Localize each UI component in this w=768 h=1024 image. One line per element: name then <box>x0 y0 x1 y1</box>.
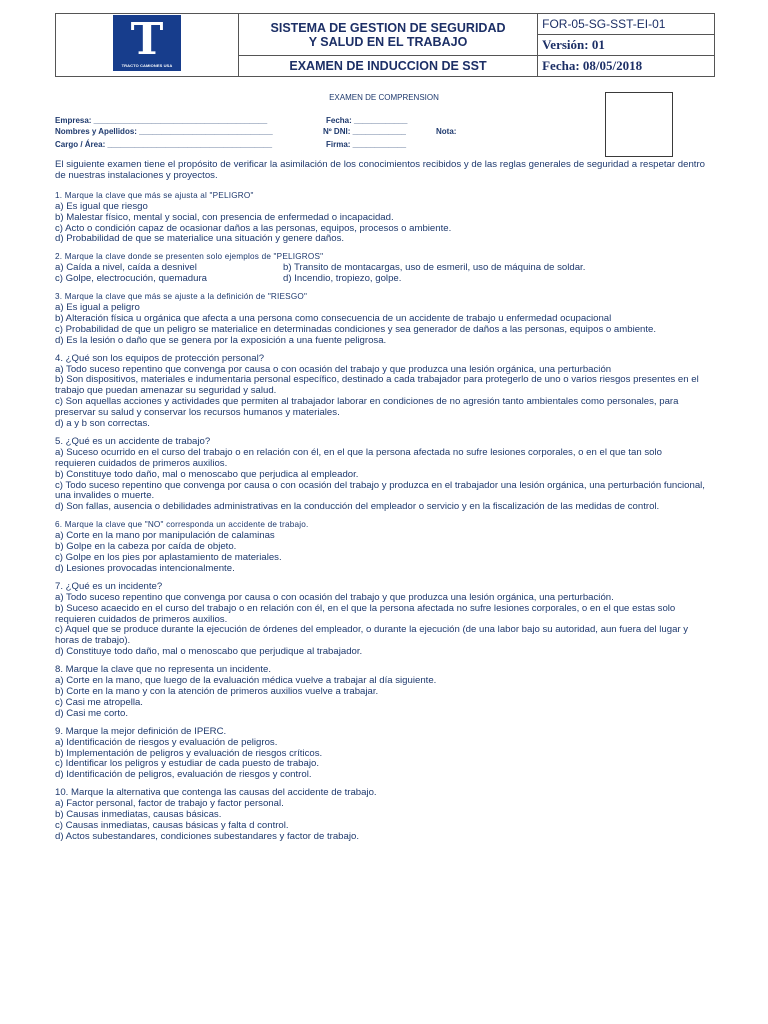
question-text: 5. ¿Qué es un accidente de trabajo? <box>55 435 211 447</box>
option-b[interactable]: b) Son dispositivos, materiales e indumentaria personal específico, destinado a cada trabajador para protegerlo de uno o varios riesgos presentes en el trabajo que puedan amenazar su seguridad y salud. <box>55 374 699 397</box>
option-d[interactable]: d) Actos subestandares, condiciones subestandares y factor de trabajo. <box>55 830 359 842</box>
option-b[interactable]: b) Transito de montacargas, uso de esmeril, uso de máquina de soldar. <box>283 262 586 274</box>
question-text: 7. ¿Qué es un incidente? <box>55 580 163 592</box>
options-row <box>55 274 705 285</box>
document-date: Fecha: 08/05/2018 <box>538 56 715 77</box>
fecha-field[interactable]: Fecha: ____________ <box>326 116 408 125</box>
document-header <box>55 13 715 77</box>
option-a[interactable]: a) Identificación de riesgos y evaluación de peligros. <box>55 736 278 748</box>
document-version: Versión: 01 <box>538 35 715 56</box>
option-c[interactable]: c) Casi me atropella. <box>55 696 143 708</box>
exam-content <box>55 160 705 843</box>
question-text: 9. Marque la mejor definición de IPERC. <box>55 725 227 737</box>
question-3 <box>55 292 705 347</box>
question-5 <box>55 437 705 513</box>
question-9 <box>55 727 705 782</box>
option-d[interactable]: d) Es la lesión o daño que se genera por la exposición a una fuente peligrosa. <box>55 334 387 346</box>
logo-subtext: TRACTO CAMIONES USA <box>121 62 173 68</box>
empresa-field[interactable]: Empresa: _______________________________________ <box>55 116 268 125</box>
option-c[interactable]: c) Todo suceso repentino que convenga por causa o con ocasión del trabajo y produzca en el trabajador una lesión orgánica, una perturbación funcional, una invalides o muerte. <box>55 479 705 502</box>
question-1 <box>55 191 705 246</box>
header-title <box>238 14 537 56</box>
document-code: FOR-05-SG-SST-EI-01 <box>538 14 715 35</box>
option-c[interactable]: c) Probabilidad de que un peligro se materialice en determinadas condiciones y sea generador de daños a las personas, equipos o ambiente. <box>55 323 657 335</box>
question-2 <box>55 252 705 285</box>
option-d[interactable]: d) Casi me corto. <box>55 707 129 719</box>
option-d[interactable]: d) Identificación de peligros, evaluación de riesgos y control. <box>55 769 312 781</box>
option-c[interactable]: c) Golpe en los pies por aplastamiento de materiales. <box>55 552 282 563</box>
option-a[interactable]: a) Es igual a peligro <box>55 301 140 313</box>
option-a[interactable]: a) Todo suceso repentino que convenga por causa o con ocasión del trabajo y que produzca una lesión orgánica, una perturbación <box>55 363 612 375</box>
option-b[interactable]: b) Causas inmediatas, causas básicas. <box>55 809 222 821</box>
option-b[interactable]: b) Corte en la mano y con la atención de primeros auxilios vuelve a trabajar. <box>55 685 379 697</box>
question-text: 6. Marque la clave que "NO" corresponda un accidente de trabajo. <box>55 520 309 530</box>
option-c[interactable]: c) Causas inmediatas, causas básicas y falta d control. <box>55 819 289 831</box>
question-4 <box>55 354 705 430</box>
option-b[interactable]: b) Implementación de peligros y evaluación de riesgos críticos. <box>55 747 323 759</box>
option-c[interactable]: c) Acto o condición capaz de ocasionar daños a las personas, equipos, procesos o ambiente. <box>55 222 452 234</box>
question-6 <box>55 520 705 575</box>
question-text: 8. Marque la clave que no representa un incidente. <box>55 664 271 676</box>
option-d[interactable]: d) a y b son correctas. <box>55 418 150 430</box>
question-8 <box>55 665 705 720</box>
cargo-field[interactable]: Cargo / Área: _____________________________________ <box>55 140 273 149</box>
header-title-line1: SISTEMA DE GESTION DE SEGURIDAD <box>270 20 506 35</box>
option-c[interactable]: c) Son aquellas acciones y actividades que permiten al trabajador laborar en condiciones de no agresión tanto ambientales como personales, para preservar su salud y conservar los recursos humanos y materiales. <box>55 396 679 419</box>
option-b[interactable]: b) Malestar físico, mental y social, con presencia de enfermedad o incapacidad. <box>55 211 394 223</box>
option-a[interactable]: a) Corte en la mano por manipulación de calaminas <box>55 530 275 542</box>
question-text: 3. Marque la clave que más se ajuste a la definición de "RIESGO" <box>55 292 308 302</box>
option-b[interactable]: b) Suceso acaecido en el curso del trabajo o en relación con él, en el que la persona afectada no sufre lesiones corporales, o en el que estas solo requieren cuidados de primeros auxilios. <box>55 602 676 625</box>
option-b[interactable]: b) Alteración física u orgánica que afecta a una persona como consecuencia de un accidente de trabajo u enfermedad ocupacional <box>55 312 612 324</box>
option-a[interactable]: a) Caída a nivel, caída a desnivel <box>55 262 197 274</box>
option-a[interactable]: a) Es igual que riesgo <box>55 200 148 212</box>
question-10 <box>55 788 705 843</box>
firma-field[interactable]: Firma: ____________ <box>326 140 407 149</box>
exam-title: EXAMEN DE COMPRENSION <box>329 93 439 102</box>
option-b[interactable]: b) Golpe en la cabeza por caída de objeto. <box>55 541 237 553</box>
logo-cell <box>56 14 239 77</box>
header-subtitle: EXAMEN DE INDUCCION DE SST <box>238 56 537 77</box>
option-a[interactable]: a) Suceso ocurrido en el curso del trabajo o en relación con él, en el que la persona afectada no sufre lesiones corporales, o en el que tan solo requieren cuidados de primeros auxilios. <box>55 446 662 469</box>
logo-letter: T <box>130 13 164 65</box>
option-a[interactable]: a) Factor personal, factor de trabajo y factor personal. <box>55 798 284 810</box>
intro-text: El siguiente examen tiene el propósito de verificar la asimilación de los conocimientos recibidos y de las reglas generales de seguridad a respetar dentro de nuestras instalaciones y proyectos. <box>55 159 705 181</box>
option-c[interactable]: c) Golpe, electrocución, quemadura <box>55 273 207 285</box>
question-text: 10. Marque la alternativa que contenga las causas del accidente de trabajo. <box>55 787 377 799</box>
company-logo <box>113 15 181 71</box>
header-title-line2: Y SALUD EN EL TRABAJO <box>308 34 468 49</box>
option-a[interactable]: a) Todo suceso repentino que convenga por causa o con ocasión del trabajo y que produzca una lesión orgánica, una perturbación. <box>55 591 614 603</box>
option-d[interactable]: d) Probabilidad de que se materialice una situación y genere daños. <box>55 233 345 245</box>
question-text: 2. Marque la clave donde se presenten solo ejemplos de "PELIGROS" <box>55 252 324 262</box>
question-text: 4. ¿Qué son los equipos de protección personal? <box>55 352 265 364</box>
option-c[interactable]: c) Aquel que se produce durante la ejecución de órdenes del empleador, o durante la ejecución (de una labor bajo su autoridad, aun fuera del lugar y horas de trabajo). <box>55 624 689 647</box>
option-d[interactable]: d) Incendio, tropiezo, golpe. <box>283 273 402 285</box>
question-7 <box>55 582 705 658</box>
option-d[interactable]: d) Son fallas, ausencia o debilidades administrativas en la conducción del empleador o servicio y en la fiscalización de las medidas de control. <box>55 501 660 513</box>
option-c[interactable]: c) Identificar los peligros y estudiar de cada puesto de trabajo. <box>55 758 319 770</box>
option-a[interactable]: a) Corte en la mano, que luego de la evaluación médica vuelve a trabajar al día siguiente. <box>55 675 437 687</box>
option-d[interactable]: d) Constituye todo daño, mal o menoscabo que perjudique al trabajador. <box>55 646 363 658</box>
option-d[interactable]: d) Lesiones provocadas intencionalmente. <box>55 562 235 574</box>
option-b[interactable]: b) Constituye todo daño, mal o menoscabo que perjudica al empleador. <box>55 468 359 480</box>
dni-field[interactable]: Nº DNI: ____________ <box>323 127 406 136</box>
nombres-field[interactable]: Nombres y Apellidos: ______________________________ <box>55 127 273 136</box>
question-text: 1. Marque la clave que más se ajusta al "PELIGRO" <box>55 190 254 200</box>
nota-field[interactable]: Nota: <box>436 127 457 136</box>
